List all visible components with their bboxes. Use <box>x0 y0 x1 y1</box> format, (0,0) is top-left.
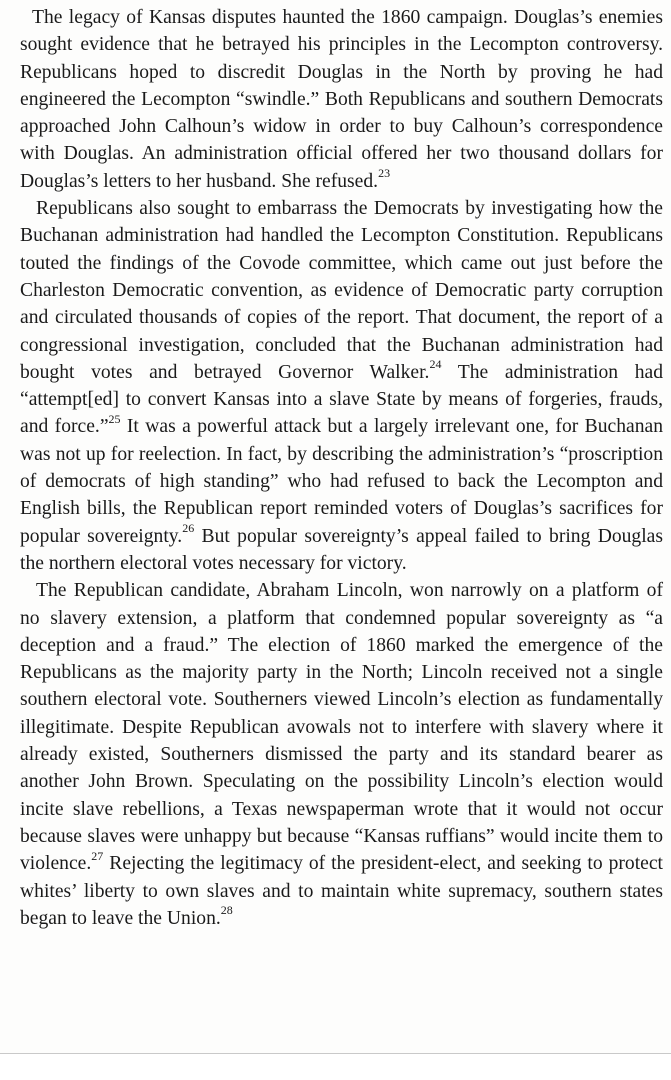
paragraph-1 <box>20 4 663 195</box>
page-bottom-margin <box>0 1054 671 1080</box>
paragraph-2 <box>20 195 663 577</box>
paragraph-text: The legacy of Kansas disputes haunted the 1860 campaign. Douglas’s enemies sought evidence that he betrayed his principles in the Lecompton controversy. Republicans hoped to discredit Douglas in the North by proving he had engineered the Lecompton “swindle.” Both Republicans and southern Democrats approached John Calhoun’s widow in order to buy Calhoun’s correspondence with Douglas. An administration official offered her two thousand dollars for Douglas’s letters to her husband. She refused. <box>20 7 663 192</box>
paragraph-text: The administration had “attempt[ed] to convert Kansas into a slave State by means of forgeries, frauds, and force.” <box>20 361 663 438</box>
footnote-ref-25: 25 <box>108 411 121 426</box>
paragraph-text: It was a powerful attack but a largely irrelevant one, for Buchanan was not up for reelection. In fact, by describing the administration’s “proscription of democrats of high standing” who had refused to back the Lecompton and English bills, the Republican report reminded voters of Douglas’s sacrifices for popular sovereignty. <box>20 416 663 547</box>
paragraph-text: Republicans also sought to embarrass the Democrats by investigating how the Buchanan administration had handled the Lecompton Constitution. Republicans touted the findings of the Covode committee, which came out just before the Charleston Democratic convention, as evidence of Democratic party corruption and circulated thousands of copies of the report. That document, the report of a congressional investigation, concluded that the Buchanan administration had bought votes and betrayed Governor Walker. <box>20 198 663 383</box>
paragraph-3 <box>20 577 663 932</box>
footnote-ref-24: 24 <box>429 357 442 372</box>
body-text <box>20 4 663 932</box>
footnote-ref-27: 27 <box>91 848 104 863</box>
paragraph-text: The Republican candidate, Abraham Lincoln, won narrowly on a platform of no slavery extension, a platform that condemned popular sovereignty as “a deception and a fraud.” The election of 1860 marked the emergence of the Republicans as the majority party in the North; Lincoln received not a single southern electoral vote. Southerners viewed Lincoln’s election as fundamentally illegitimate. Despite Republican avowals not to interfere with slavery where it already existed, Southerners dismissed the party and its standard bearer as another John Brown. Speculating on the possibility Lincoln’s election would incite slave rebellions, a Texas newspaperman wrote that it would not occur because slaves were unhappy but because “Kansas ruffians” would incite them to violence. <box>20 580 663 875</box>
footnote-ref-23: 23 <box>378 166 391 181</box>
paragraph-text: Rejecting the legitimacy of the president-elect, and seeking to protect whites’ liberty to own slaves and to maintain white supremacy, southern states began to leave the Union. <box>20 853 663 929</box>
footnote-ref-26: 26 <box>182 521 195 536</box>
footnote-ref-28: 28 <box>220 903 233 918</box>
paragraph-text: But popular sovereignty’s appeal failed to bring Douglas the northern electoral votes necessary for victory. <box>20 525 663 574</box>
